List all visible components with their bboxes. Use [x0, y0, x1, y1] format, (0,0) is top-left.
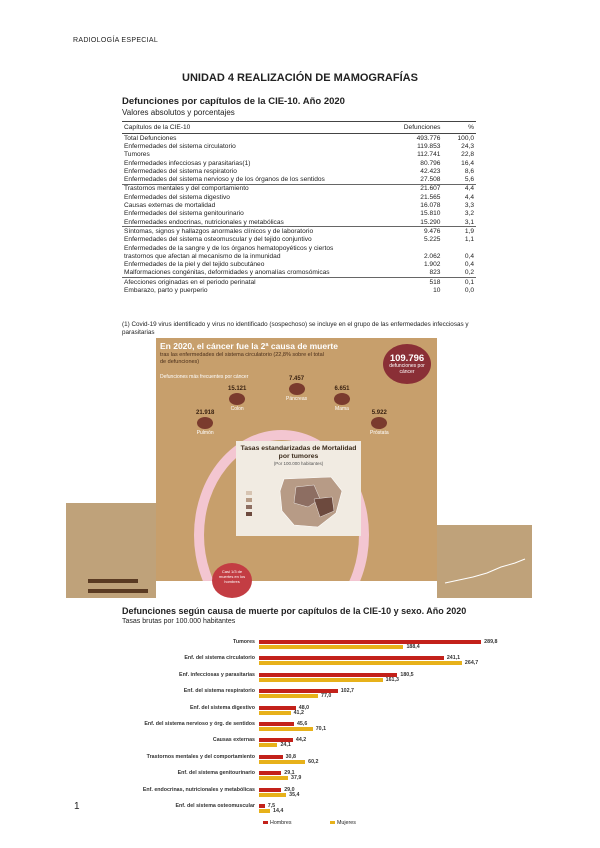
bar-men	[259, 771, 281, 775]
value-label-men: 45,6	[296, 721, 308, 727]
value-label-men: 44,2	[295, 737, 307, 744]
breast-icon	[334, 393, 350, 405]
table-cell-deaths: 21.607	[420, 185, 441, 193]
infographic-left-panel	[66, 503, 156, 598]
badge-number: 109.796	[389, 353, 425, 364]
table-row	[122, 252, 476, 260]
category-label: Enf. endocrinas, nutricionales y metabólicas	[142, 786, 255, 793]
table-footnote: (1) Covid-19 virus identificado y virus no identificado (sospechoso) se incluye en el grupo de las enfermedades infecciosas y parasitarias	[122, 321, 469, 336]
table-row	[122, 175, 476, 184]
table-cell-percent: 0,4	[464, 261, 474, 269]
table-cell-chapter: Enfermedades del sistema genitourinario	[124, 210, 244, 218]
bar-men	[259, 640, 481, 644]
value-label-women: 161,3	[385, 676, 399, 683]
organ-prostate-value: 5.922	[371, 410, 387, 416]
pancreas-icon	[289, 383, 305, 395]
category-label: Tumores	[233, 639, 255, 645]
bar-women	[259, 678, 383, 682]
table-cell-deaths: 2.062	[423, 252, 441, 260]
category-label: Causas externas	[212, 737, 255, 744]
table-cell-percent: 3,3	[464, 202, 474, 210]
table-header-row	[122, 122, 476, 134]
table-cell-percent: 0,0	[464, 286, 474, 294]
bar-women	[259, 793, 286, 797]
value-label-women: 24,1	[280, 742, 291, 749]
table-cell-deaths: 27.508	[376, 175, 442, 184]
table-cell-chapter: Enfermedades del sistema respiratorio	[124, 167, 237, 175]
organ-colon-label: Colon	[230, 406, 244, 412]
col-header-deaths: Defunciones	[376, 122, 442, 134]
table-cell-chapter: Enfermedades de la piel y del tejido subcutáneo	[124, 261, 265, 269]
bar-women	[259, 711, 291, 715]
value-label-women: 37,9	[291, 775, 302, 782]
value-label-men: 180,5	[400, 671, 414, 678]
table-cell-deaths: 15.290	[376, 218, 442, 227]
table-cell-percent: 24,3	[461, 142, 474, 150]
spain-map	[236, 441, 361, 536]
table-cell-chapter: Enfermedades del sistema circulatorio	[124, 142, 236, 150]
table-cell-chapter: Síntomas, signos y hallazgos anormales clínicos y de laboratorio	[124, 227, 314, 235]
table-cell-chapter: Causas externas de mortalidad	[124, 202, 216, 210]
bar-women	[259, 760, 305, 764]
table-row	[122, 134, 476, 143]
table-cell-chapter: Enfermedades del sistema osteomuscular y del tejido conjuntivo	[124, 236, 312, 244]
table-cell-deaths: 80.796	[420, 159, 441, 167]
value-label-men: 102,7	[340, 688, 354, 695]
table-row	[122, 218, 476, 227]
value-label-women: 41,2	[293, 709, 304, 716]
table-cell-chapter: Total Defunciones	[124, 134, 177, 142]
table-cell-deaths: 9.476	[423, 227, 441, 235]
table-cell-percent: 3,1	[442, 218, 476, 227]
value-label-women: 60,2	[308, 758, 319, 765]
table-cell-percent	[442, 244, 476, 252]
table-cell-percent: 1,1	[464, 236, 474, 244]
bar-men	[259, 755, 283, 759]
cancer-infographic	[156, 338, 437, 581]
bar-men	[259, 706, 296, 710]
table-cell-percent: 4,4	[464, 185, 474, 193]
left-panel-bar	[88, 589, 148, 593]
page-number: 1	[74, 801, 80, 812]
cancer-deaths-badge	[383, 344, 431, 384]
bar-women	[259, 727, 313, 731]
table-row	[122, 142, 476, 150]
value-label-women: 14,4	[273, 808, 284, 814]
badge-text: defunciones por cáncer	[389, 363, 425, 375]
table-cell-chapter: Embarazo, parto y puerperio	[124, 286, 208, 294]
table-row	[122, 201, 476, 209]
chart-legend	[263, 820, 292, 826]
colon-icon	[229, 393, 245, 405]
table-cell-deaths: 21.565	[420, 193, 441, 201]
category-label: Enf. del sistema circulatorio	[184, 655, 255, 662]
value-label-women: 70,1	[315, 726, 327, 732]
table-row	[122, 236, 476, 244]
organ-pancreas-value: 7.457	[289, 376, 305, 382]
value-label-women: 77,0	[321, 693, 332, 700]
legend-swatch-women	[330, 821, 335, 824]
organ-pancreas	[286, 376, 307, 402]
value-label-men: 7,5	[267, 803, 276, 809]
table-cell-percent: 3,2	[464, 210, 474, 218]
legend-label-men: Hombres	[270, 820, 292, 826]
lung-icon	[197, 417, 213, 429]
table-row	[122, 260, 476, 268]
organ-lung	[196, 410, 214, 436]
bar-men	[259, 722, 294, 726]
value-label-men: 48,0	[298, 704, 310, 711]
organ-lung-value: 21.918	[196, 410, 215, 416]
chart-legend-2	[330, 820, 356, 826]
table-cell-percent: 0,1	[464, 278, 474, 286]
unit-title: UNIDAD 4 REALIZACIÓN DE MAMOGRAFÍAS	[182, 72, 418, 84]
organ-breast-label: Mama	[335, 406, 349, 412]
bar-men	[259, 804, 265, 808]
men-deaths-circle	[212, 563, 252, 598]
category-label: Enf. del sistema genitourinario	[177, 770, 255, 777]
infographic-subtitle-2: Defunciones más frecuentes por cáncer	[160, 374, 249, 380]
category-label: Enf. del sistema nervioso y órg. de sentidos	[144, 721, 255, 727]
organ-breast	[334, 386, 350, 412]
category-label: Trastornos mentales y del comportamiento	[146, 753, 255, 760]
table-row	[122, 193, 476, 201]
table-row	[122, 227, 476, 236]
table-cell-percent: 4,4	[464, 193, 474, 201]
table-row	[122, 151, 476, 159]
left-panel-bar	[88, 579, 138, 583]
table-cell-deaths: 518	[429, 278, 441, 286]
table-row	[122, 269, 476, 278]
table-cell-chapter: Afecciones originadas en el periodo perinatal	[124, 278, 256, 286]
table-cell-percent: 5,6	[442, 175, 476, 184]
chart-subtitle: Tasas brutas por 100.000 habitantes	[122, 618, 236, 625]
mortality-map-panel	[236, 441, 361, 536]
value-label-women: 188,4	[406, 644, 420, 650]
table-cell-deaths: 112.741	[417, 151, 441, 159]
table-cell-deaths: 119.853	[417, 142, 441, 150]
trend-line	[437, 525, 532, 598]
table-cell-deaths: 16.078	[420, 202, 441, 210]
table-cell-percent: 8,6	[464, 167, 474, 175]
value-label-women: 35,4	[289, 791, 300, 798]
table-cell-deaths: 5.225	[423, 236, 441, 244]
table-cell-percent: 22,8	[461, 151, 474, 159]
table-cell-percent: 16,4	[461, 159, 474, 167]
table-cell-chapter: Enfermedades infecciosas y parasitarias(1)	[124, 159, 251, 167]
bar-women	[259, 694, 318, 698]
bar-women	[259, 776, 288, 780]
category-label: Enf. del sistema digestivo	[189, 704, 255, 711]
chart-title: Defunciones según causa de muerte por capítulos de la CIE-10 y sexo. Año 2020	[122, 606, 467, 616]
bar-women	[259, 809, 270, 813]
col-header-percent: %	[442, 122, 476, 134]
map-title: Tasas estandarizadas de Mortalidad por tumores	[240, 445, 357, 460]
organ-lung-label: Pulmón	[196, 430, 214, 436]
table-cell-deaths: 10	[433, 286, 441, 294]
organ-colon-value: 15.121	[228, 386, 247, 392]
table-subtitle: Valores absolutos y porcentajes	[122, 108, 235, 117]
table-row	[122, 184, 476, 193]
table-cell-percent: 0,4	[464, 252, 474, 260]
men-deaths-circle-text: Casi 1/3 de muertes en los hombres	[218, 569, 246, 584]
category-label: Enf. infecciosas y parasitarias	[179, 671, 255, 678]
infographic-title: En 2020, el cáncer fue la 2ª causa de muerte	[160, 341, 338, 351]
value-label-men: 241,1	[446, 655, 461, 662]
legend-swatch-men	[263, 821, 268, 824]
infographic-right-panel	[437, 525, 532, 598]
organ-breast-value: 6.651	[334, 386, 350, 392]
table-cell-chapter: Enfermedades de la sangre y de los órganos hematopoyéticos y ciertos	[124, 244, 334, 252]
table-cell-chapter: Malformaciones congénitas, deformidades y anomalías cromosómicas	[122, 269, 376, 278]
table-cell-chapter: Enfermedades del sistema digestivo	[124, 193, 230, 201]
table-cell-chapter: trastornos que afectan al mecanismo de la inmunidad	[124, 252, 281, 260]
value-label-men: 289,8	[484, 639, 498, 645]
legend-label-women: Mujeres	[337, 820, 356, 826]
table-row	[122, 286, 476, 294]
table-cell-chapter: Trastornos mentales y del comportamiento	[124, 185, 249, 193]
running-header: RADIOLOGÍA ESPECIAL	[73, 37, 159, 44]
col-header-chapter: Capítulos de la CIE-10	[122, 122, 376, 134]
table-cell-deaths: 493.776	[416, 134, 441, 142]
table-cell-deaths: 1.902	[423, 261, 441, 269]
bar-women	[259, 743, 277, 747]
value-label-men: 29,0	[284, 786, 295, 793]
table-row	[122, 210, 476, 218]
table-title: Defunciones por capítulos de la CIE-10. Año 2020	[122, 96, 345, 107]
table-cell-percent: 1,9	[464, 227, 474, 235]
prostate-icon	[371, 417, 387, 429]
value-label-men: 30,8	[285, 753, 296, 760]
bar-women	[259, 661, 462, 665]
organ-prostate-label: Próstata	[370, 430, 389, 436]
table-cell-percent: 0,2	[442, 269, 476, 278]
table-row	[122, 244, 476, 252]
infographic-subtitle: tras las enfermedades del sistema circulatorio (22,8% sobre el total de defunciones)	[160, 352, 324, 365]
table-cell-deaths: 15.810	[420, 210, 441, 218]
table-cell-chapter: Tumores	[124, 151, 150, 159]
table-cell-deaths: 42.423	[420, 167, 441, 175]
bar-women	[259, 645, 403, 649]
table-cell-deaths: 823	[376, 269, 442, 278]
organ-pancreas-label: Páncreas	[286, 396, 308, 402]
bar-men	[259, 788, 281, 792]
bar-men	[259, 673, 397, 677]
bar-men	[259, 656, 444, 660]
table-cell-deaths	[376, 244, 442, 252]
value-label-women: 264,7	[464, 660, 479, 667]
organ-colon	[228, 386, 246, 412]
deaths-table	[122, 121, 476, 295]
table-row	[122, 159, 476, 167]
table-row	[122, 167, 476, 175]
organ-prostate	[370, 410, 389, 436]
category-label: Enf. del sistema respiratorio	[183, 688, 255, 695]
category-label: Enf. del sistema osteomuscular	[175, 803, 255, 809]
map-subtitle: (Por 100.000 habitantes)	[273, 461, 324, 466]
table-cell-chapter: Enfermedades endocrinas, nutricionales y metabólicas	[122, 218, 376, 227]
table-row	[122, 278, 476, 287]
table-cell-percent: 100,0	[457, 134, 474, 142]
table-cell-chapter: Enfermedades del sistema nervioso y de los órganos de los sentidos	[122, 175, 376, 184]
value-label-men: 29,1	[284, 770, 295, 777]
